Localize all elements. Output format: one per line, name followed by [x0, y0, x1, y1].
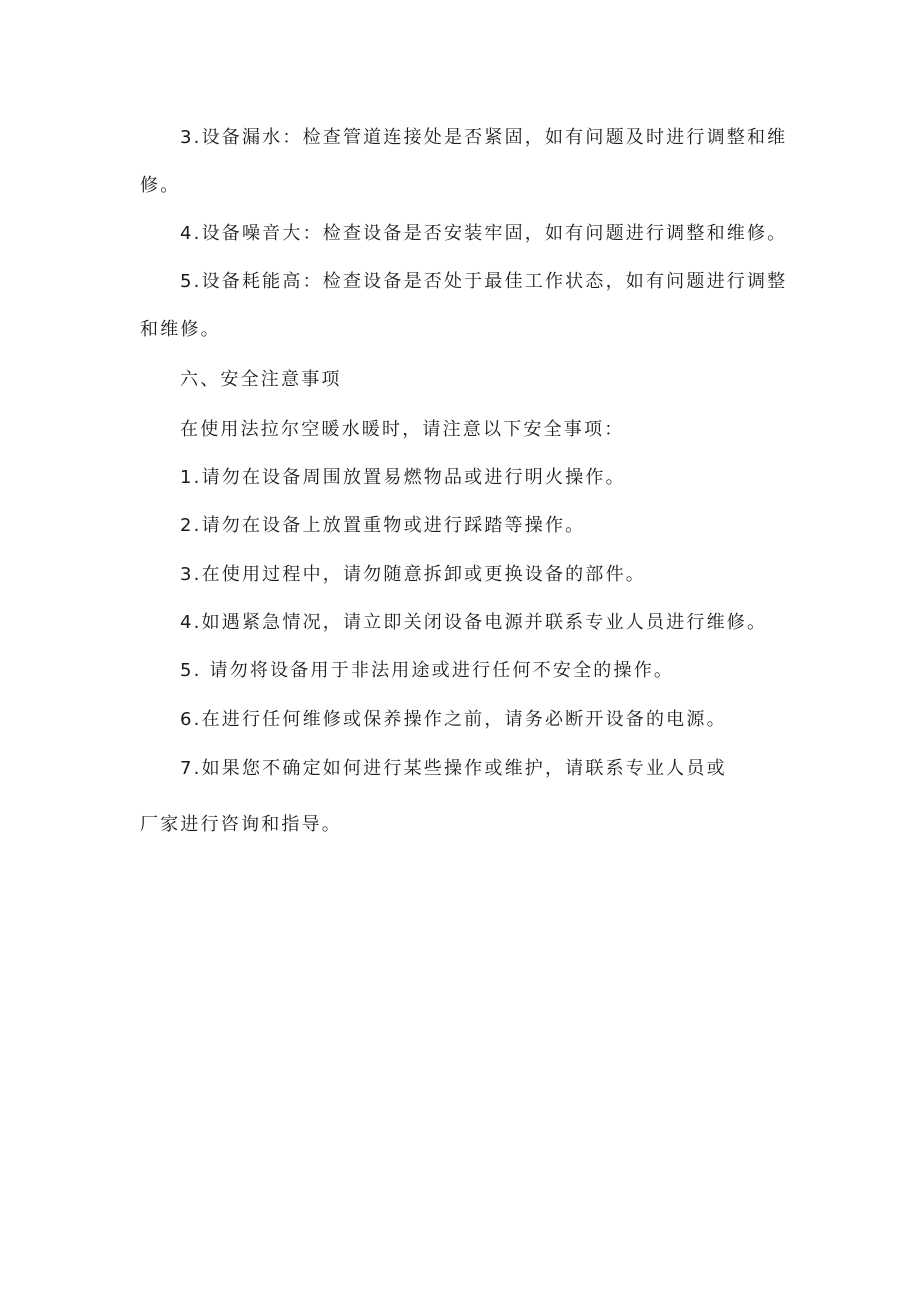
troubleshoot-item-4: 4.设备噪音大：检查设备是否安装牢固，如有问题进行调整和维修。: [180, 223, 788, 244]
safety-item-7-continued: 厂家进行咨询和指导。: [140, 814, 342, 835]
troubleshoot-item-3: 3.设备漏水：检查管道连接处是否紧固，如有问题及时进行调整和维修。: [140, 127, 788, 196]
safety-item-5: 5. 请勿将设备用于非法用途或进行任何不安全的操作。: [180, 660, 675, 681]
safety-item-6: 6.在进行任何维修或保养操作之前，请务必断开设备的电源。: [180, 709, 727, 730]
safety-item-3: 3.在使用过程中，请勿随意拆卸或更换设备的部件。: [180, 564, 646, 585]
section-heading-safety: 六、安全注意事项: [180, 369, 342, 390]
safety-intro: 在使用法拉尔空暖水暖时，请注意以下安全事项：: [180, 419, 625, 440]
safety-item-4: 4.如遇紧急情况，请立即关闭设备电源并联系专业人员进行维修。: [180, 612, 768, 633]
safety-item-1: 1.请勿在设备周围放置易燃物品或进行明火操作。: [180, 467, 626, 488]
safety-item-2: 2.请勿在设备上放置重物或进行踩踏等操作。: [180, 515, 586, 536]
troubleshoot-item-5: 5.设备耗能高：检查设备是否处于最佳工作状态，如有问题进行调整和维修。: [140, 271, 788, 340]
safety-item-7: 7.如果您不确定如何进行某些操作或维护，请联系专业人员或: [180, 758, 727, 779]
